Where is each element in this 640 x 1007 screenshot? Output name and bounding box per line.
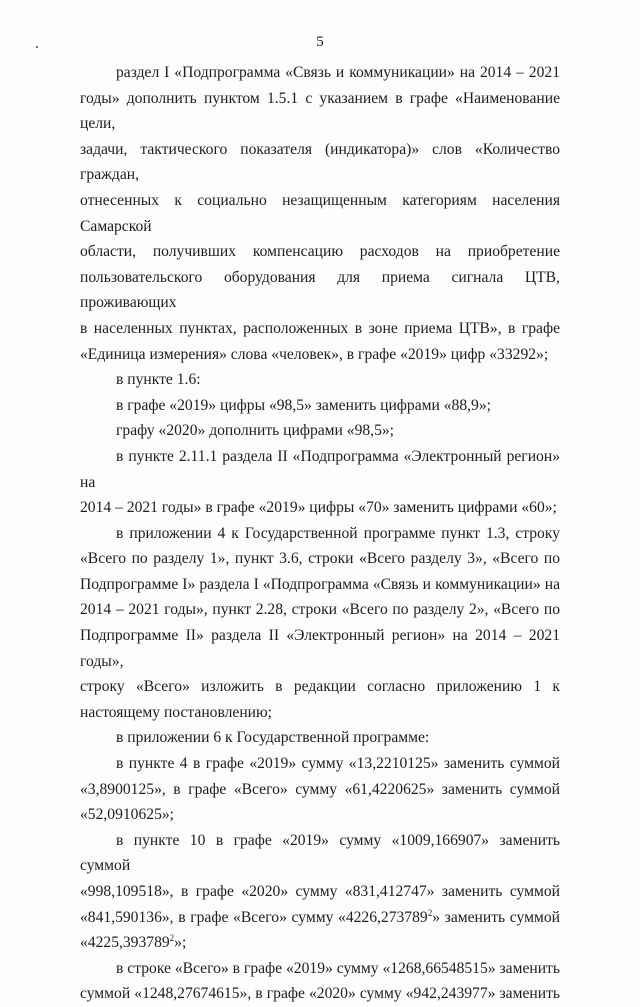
text-line: задачи, тактического показателя (индикатора)» слов «Количество граждан, — [80, 140, 560, 184]
text-line: 2014 – 2021 годы» в графе «2019» цифры «70» заменить цифрами «60»; — [80, 499, 557, 517]
paragraph-point-1-6: в пункте 1.6: — [116, 371, 201, 389]
text-line: в приложении 4 к Государственной программе пункт 1.3, строку — [116, 524, 560, 542]
text-line: «3,8900125», в графе «Всего» сумму «61,4220625» заменить суммой — [80, 780, 560, 798]
text-line: годы» дополнить пунктом 1.5.1 с указанием в графе «Наименование цели, — [80, 89, 560, 133]
paragraph-point-10 — [80, 828, 560, 956]
text-line: в пункте 10 в графе «2019» сумму «1009,166907» заменить суммой — [80, 831, 560, 875]
text-line: «Единица измерения» слова «человек», в графе «2019» цифр «33292»; — [80, 345, 549, 363]
text-line-with-footnote — [80, 905, 560, 931]
text-line: суммой «1248,27674615», в графе «2020» сумму «942,243977» заменить — [80, 985, 560, 1003]
text-line: в строке «Всего» в графе «2019» сумму «1268,66548515» заменить — [116, 959, 560, 977]
text-line: «998,109518», в графе «2020» сумму «831,412747» заменить суммой — [80, 883, 560, 900]
paragraph-2020-add: графу «2020» дополнить цифрами «98,5»; — [116, 422, 395, 440]
text-line: 2014 – 2021 годы», пункт 2.28, строки «Всего по разделу 2», «Всего по — [80, 601, 560, 619]
document-body — [80, 60, 560, 1007]
footnote-mark: 2 — [427, 907, 433, 918]
scan-speck — [36, 46, 38, 48]
text-line-with-footnote — [80, 930, 560, 956]
text-line: в пункте 2.11.1 раздела II «Подпрограмма «Электронный регион» на — [80, 447, 560, 491]
paragraph-point-4 — [80, 751, 560, 828]
text-fragment: » заменить суммой — [432, 908, 560, 926]
paragraph-appendix-6: в приложении 6 к Государственной программе: — [116, 729, 430, 747]
page-number: 5 — [316, 34, 324, 50]
text-line: «52,0910625»; — [80, 806, 174, 824]
text-fragment: «841,590136», в графе «Всего» сумму «4226,273789 — [80, 908, 428, 926]
paragraph-appendix-4 — [80, 521, 560, 726]
text-line: в населенных пунктах, расположенных в зоне приема ЦТВ», в графе — [80, 319, 560, 337]
text-line: пользовательского оборудования для приема сигнала ЦТВ, проживающих — [80, 268, 560, 312]
text-line: строку «Всего» изложить в редакции согласно приложению 1 к — [80, 678, 560, 696]
paragraph-point-2-11-1 — [80, 444, 560, 521]
text-fragment: «4225,393789 — [80, 934, 170, 952]
text-line: области, получивших компенсацию расходов на приобретение — [80, 243, 560, 261]
text-line: отнесенных к социально незащищенным категориям населения Самарской — [80, 191, 560, 235]
text-line: Подпрограмме II» раздела II «Электронный регион» на 2014 – 2021 годы», — [80, 627, 560, 670]
paragraph-total-row — [80, 956, 560, 1007]
text-line: настоящему постановлению; — [80, 703, 273, 721]
text-line: «Всего по разделу 1», пункт 3.6, строки «Всего разделу 3», «Всего по — [80, 550, 560, 568]
text-fragment: »; — [174, 934, 187, 952]
text-line: Подпрограмме I» раздела I «Подпрограмма «Связь и коммуникации» на — [80, 575, 560, 593]
footnote-mark: 2 — [169, 933, 175, 943]
paragraph-2019-replace: в графе «2019» цифры «98,5» заменить цифрами «88,9»; — [116, 396, 491, 414]
paragraph-section-i-amendment — [80, 60, 560, 367]
text-line: раздел I «Подпрограмма «Связь и коммуникации» на 2014 – 2021 — [116, 64, 560, 81]
text-line: в пункте 4 в графе «2019» сумму «13,2210125» заменить суммой — [116, 755, 560, 773]
